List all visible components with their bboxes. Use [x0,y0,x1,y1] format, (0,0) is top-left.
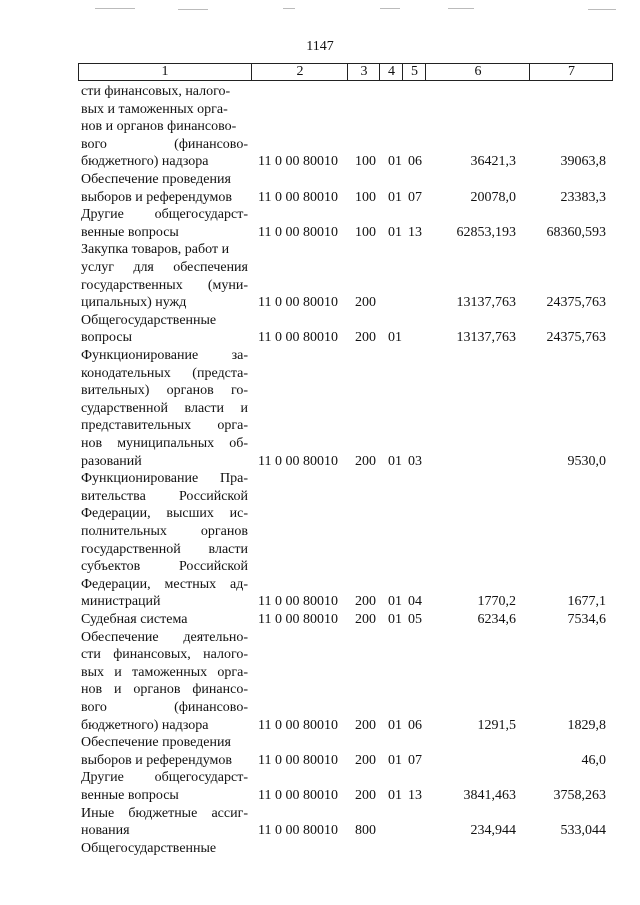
budget-code-cell: 11 0 00 80010 [258,154,338,170]
budget-code-cell: 11 0 00 80010 [258,330,338,346]
table-row [0,629,640,735]
description-line: вительных) органов го- [81,383,248,399]
amount-col7-cell: 9530,0 [567,453,606,469]
table-row [0,206,640,241]
scan-speck [380,8,400,9]
description-line: Обеспечение проведения [81,735,231,751]
budget-code-cell: 11 0 00 80010 [258,594,338,610]
budget-code-cell: 11 0 00 80010 [258,717,338,733]
description-line: услуг для обеспечения [81,259,248,275]
row-description [81,840,248,858]
row-description [81,347,248,470]
description-line: Федерации, местных ад- [81,576,248,592]
budget-code-cell: 11 0 00 80010 [258,295,338,311]
expense-type-cell: 800 [355,823,376,839]
description-line: сударственной власти и [81,400,248,416]
description-line: нов и органов финансо- [81,682,248,698]
row-description [81,769,248,804]
amount-col7-cell: 1677,1 [567,594,606,610]
scan-speck [448,8,474,9]
table-row [0,611,640,629]
budget-code-cell: 11 0 00 80010 [258,787,338,803]
description-line: Обеспечение проведения [81,172,231,187]
expense-type-cell: 200 [355,330,376,346]
section-cell: 01 [388,787,402,803]
amount-col7-cell: 3758,263 [553,787,606,803]
description-line: нов муниципальных об- [81,435,248,451]
description-line: вого (финансово- [81,136,248,152]
column-header-2: 2 [251,64,348,80]
subsection-cell: 06 [408,154,422,170]
amount-col6-cell: 6234,6 [477,611,516,627]
amount-col7-cell: 7534,6 [567,611,606,627]
description-line: венные вопросы [81,224,179,240]
expense-type-cell: 200 [355,594,376,610]
scan-speck [588,9,616,10]
description-line: бюджетного) надзора [81,717,209,733]
description-line: Функционирование Пра- [81,471,248,487]
page-number: 1147 [306,39,334,54]
description-line: вительства Российской [81,488,248,504]
amount-col6-cell: 20078,0 [470,189,516,205]
column-header-7: 7 [529,64,613,80]
description-line: представительных орга- [81,418,248,434]
amount-col7-cell: 46,0 [581,752,606,768]
table-row [0,805,640,840]
description-line: вого (финансово- [81,699,248,715]
subsection-cell: 13 [408,224,422,240]
row-description [81,611,248,629]
description-line: Закупка товаров, работ и [81,242,230,258]
expense-type-cell: 100 [355,154,376,170]
table-row [0,171,640,206]
amount-col7-cell: 1829,8 [567,717,606,733]
table-row [0,769,640,804]
subsection-cell: 07 [408,752,422,768]
amount-col7-cell: 533,044 [560,823,606,839]
scan-speck [95,8,135,9]
amount-col6-cell: 13137,763 [456,330,516,346]
section-cell: 01 [388,154,402,170]
description-line: Функционирование за- [81,347,248,363]
budget-code-cell: 11 0 00 80010 [258,611,338,627]
description-line: бюджетного) надзора [81,154,209,170]
scan-speck [283,8,295,9]
section-cell: 01 [388,330,402,346]
section-cell: 01 [388,224,402,240]
description-line: государственной власти [81,541,248,557]
amount-col6-cell: 1291,5 [477,717,516,733]
amount-col7-cell: 24375,763 [546,295,606,311]
table-row [0,734,640,769]
scan-speck [178,9,208,10]
table-body [0,83,640,857]
description-line: нов и органов финансово- [81,119,237,135]
amount-col6-cell: 62853,193 [456,224,516,240]
amount-col6-cell: 3841,463 [463,787,516,803]
row-description [81,241,248,311]
description-line: Другие общегосударст- [81,207,248,223]
row-description [81,629,248,735]
row-description [81,312,248,347]
expense-type-cell: 200 [355,752,376,768]
description-line: сти финансовых, налого- [81,647,248,663]
description-line: ципальных) нужд [81,295,187,311]
description-line: выборов и референдумов [81,752,233,768]
row-description [81,171,248,206]
description-line: Федерации, высших ис- [81,506,248,522]
amount-col6-cell: 1770,2 [477,594,516,610]
amount-col7-cell: 39063,8 [560,154,606,170]
description-line: Другие общегосударст- [81,770,248,786]
amount-col6-cell: 13137,763 [456,295,516,311]
column-header-4: 4 [379,64,403,80]
description-line: министраций [81,594,161,610]
column-header-3: 3 [347,64,380,80]
expense-type-cell: 200 [355,787,376,803]
description-line: Судебная система [81,611,188,627]
description-line: Обеспечение деятельно- [81,629,248,645]
description-line: полнительных органов [81,523,248,539]
section-cell: 01 [388,752,402,768]
description-line: выборов и референдумов [81,189,233,205]
row-description [81,470,248,611]
amount-col6-cell: 36421,3 [470,154,516,170]
row-description [81,734,248,769]
description-line: вых и таможенных орга- [81,664,248,680]
table-row [0,840,640,858]
expense-type-cell: 100 [355,224,376,240]
description-line: Общегосударственные [81,312,217,328]
expense-type-cell: 200 [355,611,376,627]
table-row [0,83,640,171]
expense-type-cell: 100 [355,189,376,205]
description-line: венные вопросы [81,787,179,803]
description-line: разований [81,453,142,469]
table-header-row [78,63,613,81]
budget-code-cell: 11 0 00 80010 [258,453,338,469]
description-line: конодательных (предста- [81,365,248,381]
column-header-5: 5 [402,64,426,80]
subsection-cell: 13 [408,787,422,803]
subsection-cell: 03 [408,453,422,469]
description-line: субъектов Российской [81,559,248,575]
row-description [81,83,248,171]
section-cell: 01 [388,594,402,610]
subsection-cell: 05 [408,611,422,627]
description-line: сти финансовых, налого- [81,84,231,99]
expense-type-cell: 200 [355,717,376,733]
subsection-cell: 07 [408,189,422,205]
budget-code-cell: 11 0 00 80010 [258,189,338,205]
table-row [0,347,640,470]
section-cell: 01 [388,453,402,469]
column-header-6: 6 [425,64,530,80]
description-line: государственных (муни- [81,277,248,293]
table-row [0,312,640,347]
table-row [0,470,640,611]
expense-type-cell: 200 [355,453,376,469]
section-cell: 01 [388,611,402,627]
subsection-cell: 04 [408,594,422,610]
description-line: нования [81,823,130,839]
description-line: вопросы [81,330,132,346]
subsection-cell: 06 [408,717,422,733]
section-cell: 01 [388,189,402,205]
row-description [81,805,248,840]
section-cell: 01 [388,717,402,733]
amount-col7-cell: 23383,3 [560,189,606,205]
row-description [81,206,248,241]
budget-code-cell: 11 0 00 80010 [258,752,338,768]
column-header-1: 1 [161,64,169,79]
description-line: Иные бюджетные ассиг- [81,805,248,821]
amount-col7-cell: 68360,593 [546,224,606,240]
budget-code-cell: 11 0 00 80010 [258,823,338,839]
table-row [0,241,640,311]
amount-col7-cell: 24375,763 [546,330,606,346]
description-line: вых и таможенных орга- [81,101,228,117]
description-line: Общегосударственные [81,840,217,856]
expense-type-cell: 200 [355,295,376,311]
amount-col6-cell: 234,944 [470,823,516,839]
budget-code-cell: 11 0 00 80010 [258,224,338,240]
